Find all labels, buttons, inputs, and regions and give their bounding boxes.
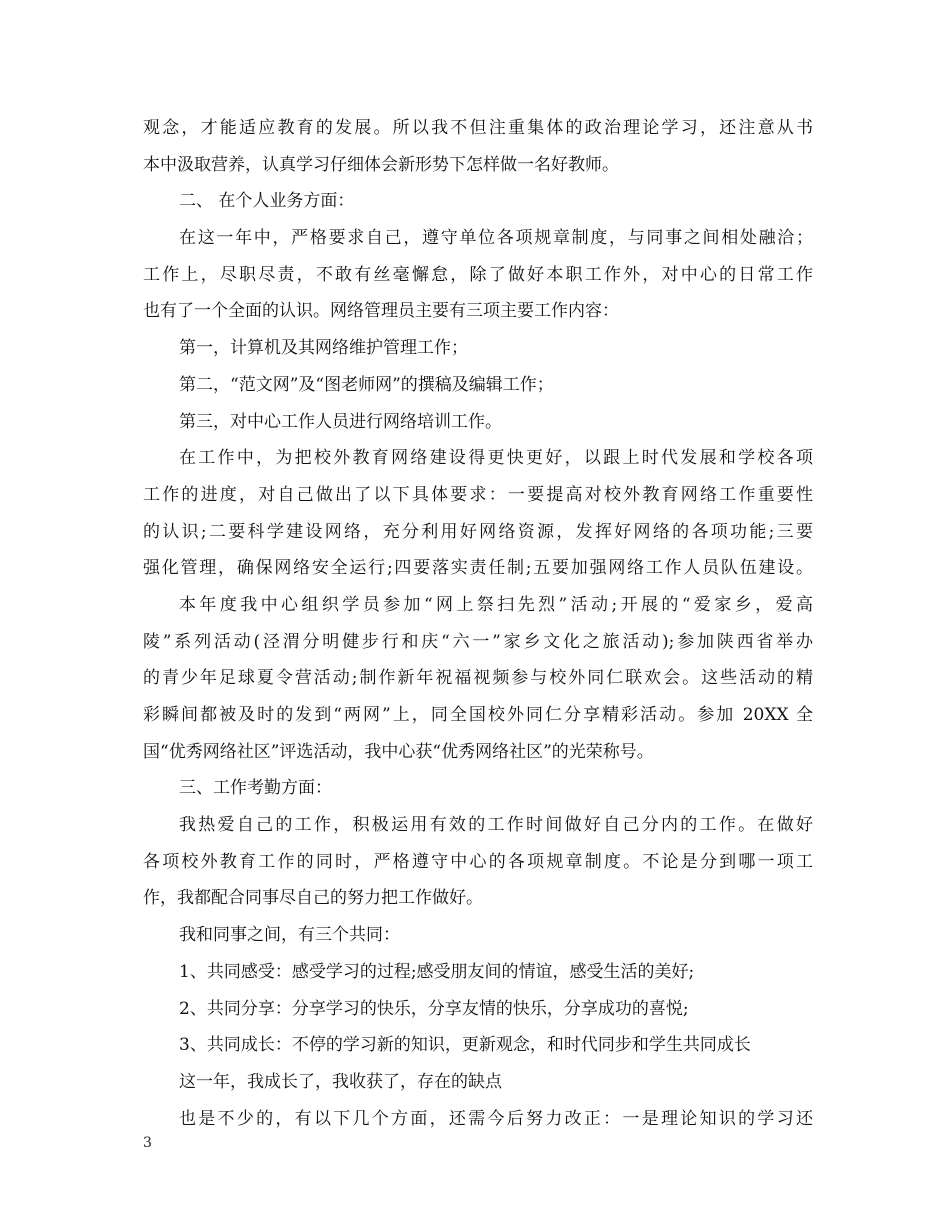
text-line: 强化管理，确保网络安全运行;四要落实责任制;五要加强网络工作人员队伍建设。 [143, 558, 813, 579]
section-heading: 三、工作考勤方面： [179, 778, 332, 799]
body-text [143, 110, 813, 1137]
list-item: 2、共同分享：分享学习的快乐，分享友情的快乐，分享成功的喜悦; [179, 998, 689, 1019]
text-line: 也有了一个全面的认识。网络管理员主要有三项主要工作内容： [143, 301, 619, 322]
text-line: 在这一年中，严格要求自己，遵守单位各项规章制度，与同事之间相处融洽； [179, 228, 813, 249]
text-line: 在工作中，为把校外教育网络建设得更快更好，以跟上时代发展和学校各项 [179, 448, 813, 469]
list-item: 第三，对中心工作人员进行网络培训工作。 [179, 411, 502, 432]
text-line: 国“优秀网络社区”评选活动，我中心获“优秀网络社区”的光荣称号。 [143, 741, 654, 762]
list-item: 3、共同成长：不停的学习新的知识，更新观念，和时代同步和学生共同成长 [179, 1035, 751, 1056]
text-line: 的青少年足球夏令营活动;制作新年祝福视频参与校外同仁联欢会。这些活动的精 [143, 668, 813, 689]
text-line: 彩瞬间都被及时的发到“两网”上，同全国校外同仁分享精彩活动。参加 20XX 全 [143, 705, 813, 725]
text-line: 工作上，尽职尽责，不敢有丝毫懈怠，除了做好本职工作外，对中心的日常工作 [143, 264, 813, 285]
text-line: 我和同事之间，有三个共同： [179, 925, 400, 946]
list-item: 第一，计算机及其网络维护管理工作； [179, 338, 468, 359]
text-line: 各项校外教育工作的同时，严格遵守中心的各项规章制度。不论是分到哪一项工 [143, 851, 813, 872]
text-line: 陵”系列活动(泾渭分明健步行和庆“六一”家乡文化之旅活动);参加陕西省举办 [143, 631, 813, 652]
text-line: 本年度我中心组织学员参加“网上祭扫先烈”活动;开展的“爱家乡，爱高 [179, 594, 813, 615]
text-line: 本中汲取营养，认真学习仔细体会新形势下怎样做一名好教师。 [143, 154, 619, 175]
list-item: 第二，“范文网”及“图老师网”的撰稿及编辑工作； [179, 374, 554, 395]
text-line: 也是不少的，有以下几个方面，还需今后努力改正：一是理论知识的学习还 [179, 1108, 813, 1129]
text-line: 这一年，我成长了，我收获了，存在的缺点 [179, 1071, 502, 1092]
list-item: 1、共同感受：感受学习的过程;感受朋友间的情谊，感受生活的美好; [179, 961, 695, 982]
text-line: 的认识;二要科学建设网络，充分利用好网络资源，发挥好网络的各项功能;三要 [143, 521, 813, 542]
page-number: 3 [143, 1135, 152, 1151]
section-heading: 二、 在个人业务方面： [179, 191, 355, 212]
text-line: 我热爱自己的工作，积极运用有效的工作时间做好自己分内的工作。在做好 [179, 815, 813, 836]
text-line: 观念，才能适应教育的发展。所以我不但注重集体的政治理论学习，还注意从书 [143, 118, 813, 138]
text-line: 工作的进度，对自己做出了以下具体要求：一要提高对校外教育网络工作重要性 [143, 484, 813, 505]
text-line: 作，我都配合同事尽自己的努力把工作做好。 [143, 888, 483, 909]
